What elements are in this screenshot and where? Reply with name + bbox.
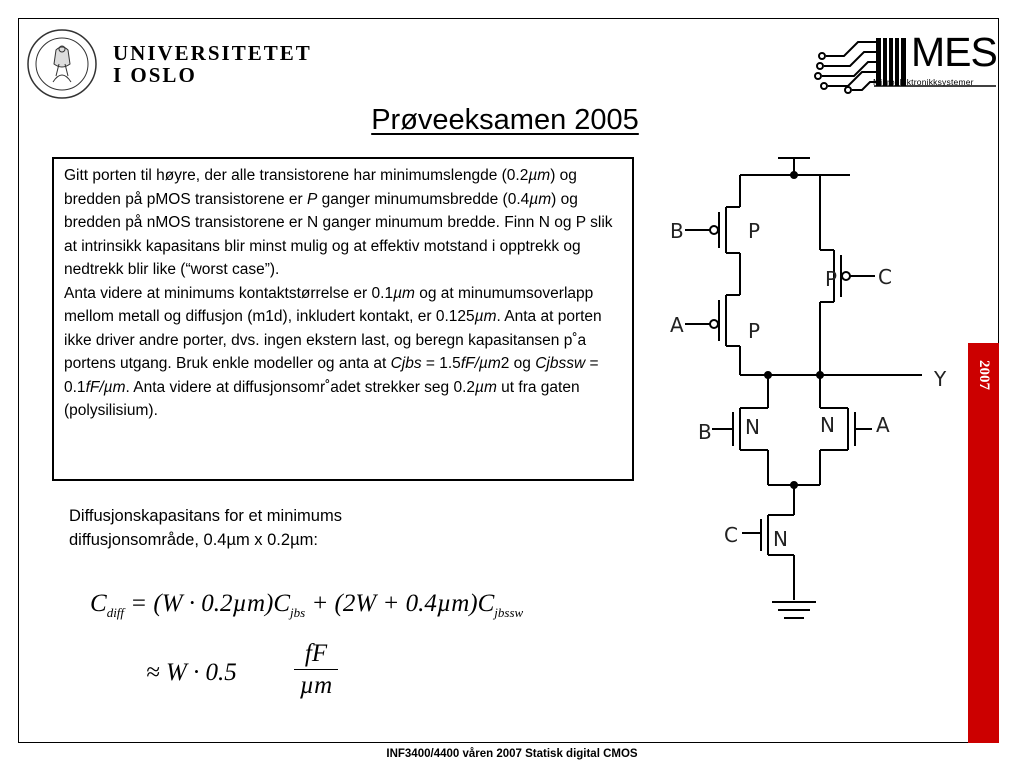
label-output-y: Y [934, 367, 947, 391]
text-segment: . Anta videre at diffusjonsomr˚adet strekker seg 0.2 [125, 378, 476, 396]
text-segment: Anta videre at minimums kontaktstørrelse er 0.1 [64, 284, 394, 302]
unit-text: fF/µm [85, 378, 126, 396]
label-input-b2: B [698, 420, 712, 444]
unit-text: µm [529, 190, 552, 208]
formula-approx: ≈ W · 0.5 [146, 659, 237, 686]
university-name-line2: I OSLO [113, 63, 197, 87]
problem-paragraph-1 [64, 164, 622, 282]
formula-fraction [294, 639, 338, 702]
university-name-line1: UNIVERSITETET [113, 41, 312, 65]
diffusion-caption-line1: Diffusjonskapasitans for et minimums [69, 507, 342, 525]
formula-line-2 [146, 639, 523, 709]
formula-rhs-term1-sub: jbs [290, 605, 306, 620]
year-side-tab [968, 343, 999, 743]
text-segment: ) og bredden på nMOS transistorene er N ganger minumum bredde. Finn N og P slik at intrinsikk kapasitans blir minst mulig og at effektiv motstand i opptrekk og nedtrekk blir like (“worst case”). [64, 190, 613, 278]
text-segment: Gitt porten til høyre, der alle transistorene har minimumslengde (0.2 [64, 167, 529, 184]
text-segment: = 0.1 [64, 355, 599, 396]
year-label: 2007 [976, 360, 992, 390]
formula-lhs: C [90, 590, 107, 617]
university-name [113, 42, 312, 86]
formula-rhs-term2-sub: jbssw [494, 605, 524, 620]
unit-text: µm [475, 378, 497, 396]
text-segment: og at minumumsoverlapp mellom metall og diffusjon (m1d), inkludert kontakt, er 0.125 [64, 284, 594, 325]
label-pmos-b: P [748, 219, 761, 243]
diffusion-caption [69, 505, 429, 552]
slide-footer: INF3400/4400 våren 2007 Statisk digital CMOS [386, 748, 638, 760]
formula-rhs-term1: = (W · 0.2µm)C [130, 590, 291, 617]
label-nmos-b: N [745, 415, 760, 439]
formula-lhs-sub: diff [106, 605, 125, 620]
unit-text: fF/µm [460, 355, 501, 372]
label-input-a: A [670, 313, 684, 337]
label-nmos-c: N [773, 527, 788, 551]
variable-text: P [306, 190, 318, 208]
text-segment: ) og bredden på pMOS transistorene er [64, 167, 577, 208]
label-input-a2: A [876, 413, 890, 437]
text-segment: = 1.5 [421, 355, 461, 372]
cmos-gate-schematic [660, 150, 960, 630]
label-input-c2: C [724, 523, 738, 547]
variable-text: Cjbssw [535, 355, 586, 372]
pmos-c-bubble [842, 272, 850, 280]
label-input-b: B [670, 219, 684, 243]
unit-text: µm [528, 167, 551, 184]
problem-statement-box [52, 157, 634, 481]
mes-logo-subtitle: Mikroelektronikksystemer [873, 77, 974, 87]
slide-title: Prøveeksamen 2005 [371, 104, 639, 136]
formula-rhs-term2: + (2W + 0.4µm)C [305, 590, 495, 617]
text-segment: ganger minumumsbredde (0.4 [317, 190, 530, 208]
label-pmos-c: P [825, 267, 838, 291]
pmos-b-bubble [710, 226, 718, 234]
unit-text: µm [474, 308, 497, 325]
unit-text: µm [393, 284, 415, 302]
text-segment: 2 og [500, 355, 536, 372]
diffusion-capacitance-formula [90, 590, 523, 709]
diffusion-caption-line2: diffusjonsområde, 0.4µm x 0.2µm: [69, 530, 318, 549]
label-pmos-a: P [748, 319, 761, 343]
text-segment: ut fra gaten (polysilisium). [64, 378, 580, 419]
label-nmos-a: N [820, 413, 835, 437]
formula-numerator: fF [294, 639, 338, 670]
text-segment: . Anta at porten ikke driver andre porter, dvs. ingen ekstern last, og beregn kapasitansen p˚a portens utgang. Bruk enkle modeller og anta at [64, 308, 602, 372]
pmos-a-bubble [710, 320, 718, 328]
mes-logo-text: MES [911, 29, 997, 75]
formula-denominator: µm [299, 672, 333, 699]
formula-line-1 [90, 590, 523, 621]
problem-paragraph-2 [64, 282, 622, 423]
university-seal-logo [26, 28, 98, 100]
label-input-c: C [878, 265, 892, 289]
variable-text: Cjbs [390, 355, 422, 372]
